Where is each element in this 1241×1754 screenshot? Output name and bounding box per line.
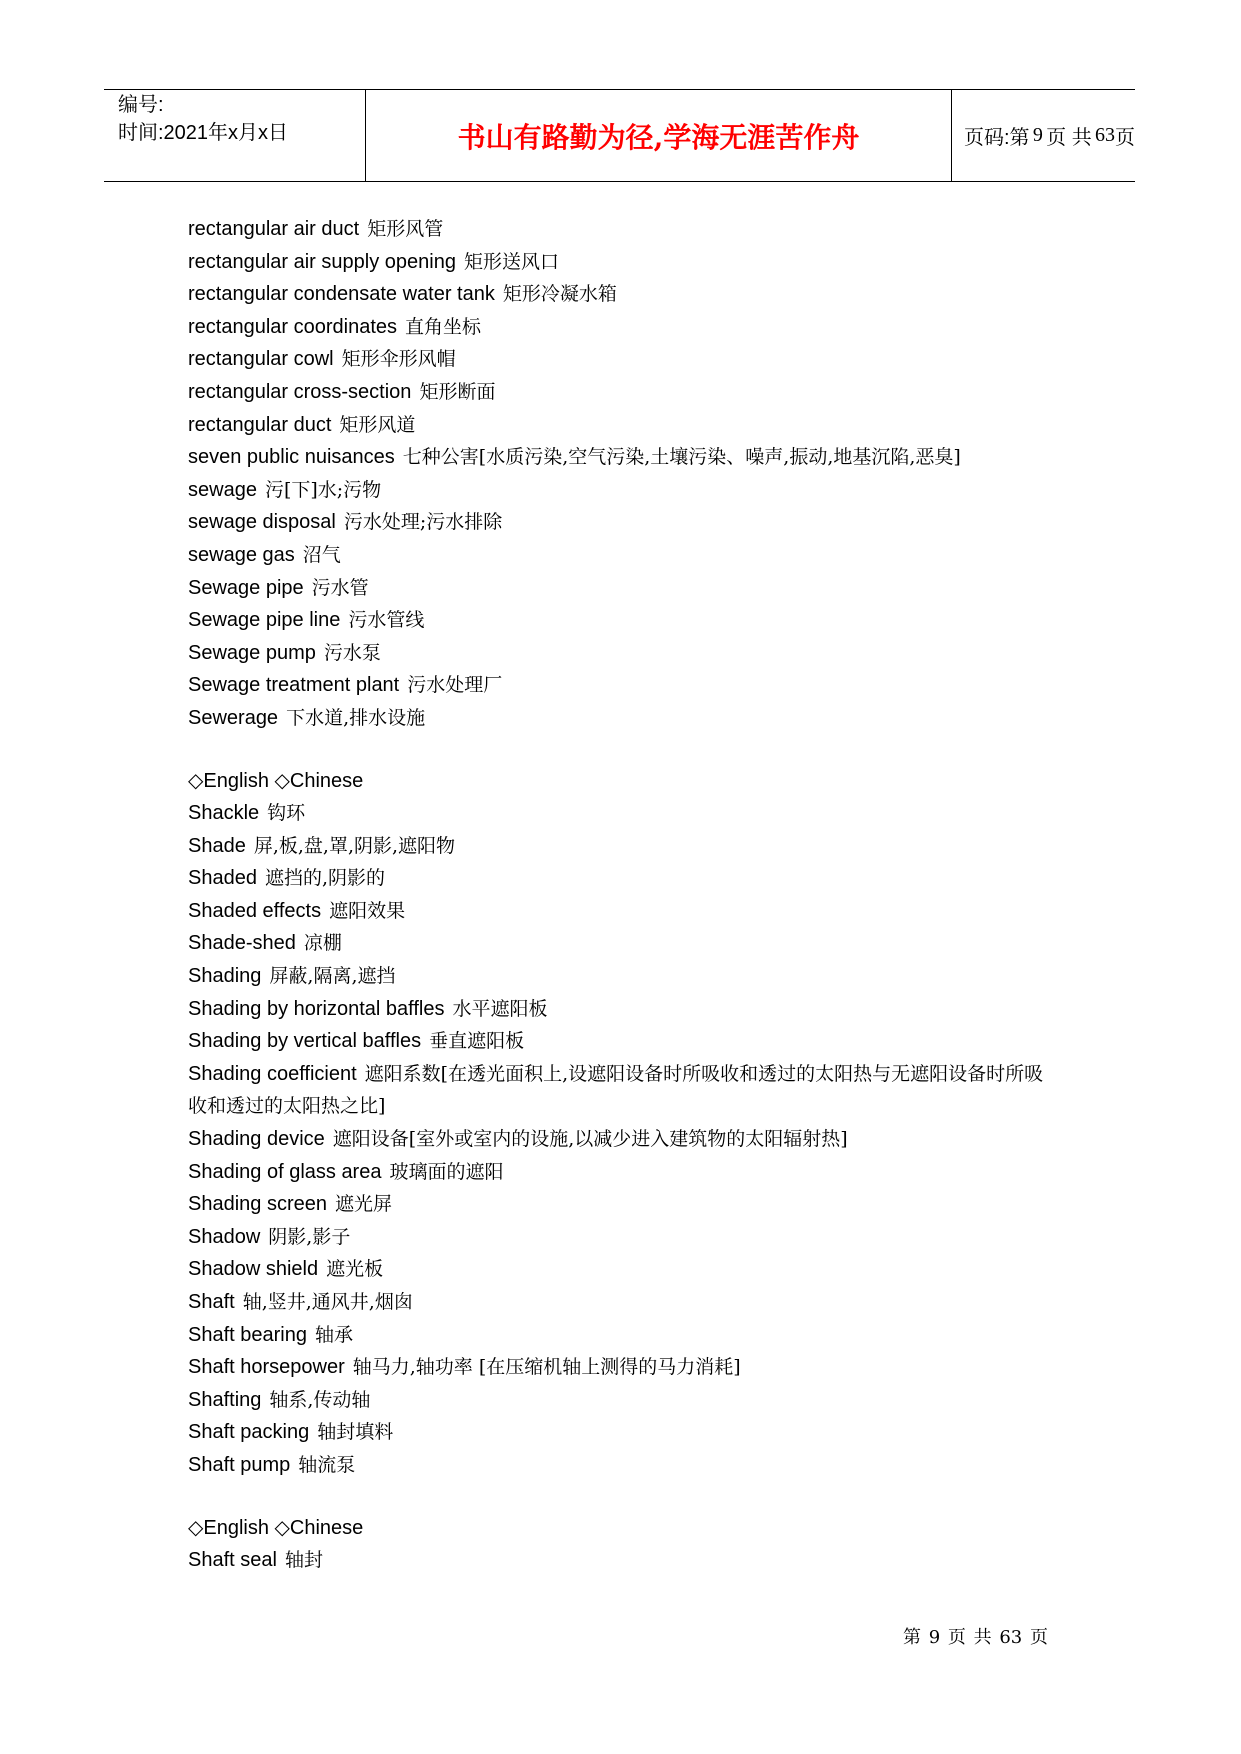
glossary-entry xyxy=(188,830,1058,863)
page-suffix: 页 xyxy=(1115,127,1136,149)
entry-english-term: Shafting xyxy=(188,1388,262,1411)
page-prefix: 页码:第 xyxy=(964,127,1030,149)
glossary-entry xyxy=(188,409,1058,442)
entry-english-term: rectangular condensate water tank xyxy=(188,283,495,306)
entry-chinese-term: 矩形断面 xyxy=(419,380,496,403)
page-footer: 第 9 页 共 63 页 xyxy=(903,1627,1048,1648)
glossary-entry xyxy=(188,539,1058,572)
entry-chinese-term: 屏,板,盘,罩,阴影,遮阳物 xyxy=(253,834,456,857)
entry-chinese-term: 垂直遮阳板 xyxy=(429,1030,525,1053)
entry-english-term: Shaft packing xyxy=(188,1421,310,1444)
glossary-entry xyxy=(188,1449,1058,1482)
entry-english-term: Shaft bearing xyxy=(188,1323,307,1346)
entry-chinese-term: 阴影,影子 xyxy=(268,1225,351,1248)
glossary-entry xyxy=(188,1156,1058,1189)
entry-english-term: rectangular duct xyxy=(188,413,332,436)
total-pages: 63 xyxy=(1095,124,1116,146)
entry-chinese-term: 沼气 xyxy=(302,543,341,566)
number-label: 编号: xyxy=(118,94,164,116)
entry-english-term: Sewage pipe xyxy=(188,576,304,599)
entry-english-term: Shading coefficient xyxy=(188,1062,357,1085)
glossary-entry xyxy=(188,604,1058,637)
entry-english-term: sewage gas xyxy=(188,543,295,566)
entry-english-term: rectangular cowl xyxy=(188,348,334,371)
entry-english-term: Shading of glass area xyxy=(188,1160,382,1183)
entry-english-term: Shaft horsepower xyxy=(188,1356,345,1379)
entry-english-term: Shadow shield xyxy=(188,1258,319,1281)
page-mid: 页 共 xyxy=(1046,127,1092,149)
glossary-entry xyxy=(188,1123,1058,1156)
glossary-entry xyxy=(188,474,1058,507)
glossary-entry xyxy=(188,506,1058,539)
entry-english-term: Shade-shed xyxy=(188,932,296,955)
entry-chinese-term: 轴系,传动轴 xyxy=(269,1388,371,1411)
entry-english-term: Shading by vertical baffles xyxy=(188,1030,422,1053)
entry-chinese-term: 遮阳效果 xyxy=(329,899,406,922)
page-number: 9 xyxy=(1032,124,1043,146)
entry-english-term: seven public nuisances xyxy=(188,446,395,469)
entry-english-term: Shading screen xyxy=(188,1193,327,1216)
glossary-entry xyxy=(188,960,1058,993)
glossary-entry xyxy=(188,572,1058,605)
entry-english-term: rectangular coordinates xyxy=(188,315,398,338)
glossary-entry xyxy=(188,637,1058,670)
entry-english-term: Shackle xyxy=(188,802,260,825)
entry-chinese-term: 下水道,排水设施 xyxy=(286,706,426,729)
entry-english-term: Shading xyxy=(188,965,262,988)
entry-english-term: Shade xyxy=(188,834,246,857)
entry-english-term: Shading device xyxy=(188,1128,325,1151)
glossary-entry xyxy=(188,669,1058,702)
entry-english-term: rectangular air supply opening xyxy=(188,250,456,273)
entry-english-term: Sewerage xyxy=(188,706,279,729)
header-meta-cell xyxy=(104,90,366,181)
entry-english-term: Sewage treatment plant xyxy=(188,674,400,697)
glossary-entry xyxy=(188,993,1058,1026)
section-gap xyxy=(188,735,1058,765)
glossary-entry xyxy=(188,702,1058,735)
glossary-entry xyxy=(188,1384,1058,1417)
entry-chinese-term: 轴承 xyxy=(314,1323,353,1346)
glossary-entry xyxy=(188,1351,1058,1384)
entry-english-term: sewage disposal xyxy=(188,511,336,534)
motto-title: 书山有路勤为径,学海无涯苦作舟 xyxy=(457,120,860,154)
glossary-entry xyxy=(188,895,1058,928)
entry-chinese-term: 矩形风道 xyxy=(339,413,416,436)
entry-english-term: Shaft xyxy=(188,1291,235,1313)
glossary-entry xyxy=(188,311,1058,344)
entry-chinese-term: 凉棚 xyxy=(303,932,342,955)
glossary-entry xyxy=(188,1221,1058,1254)
time-label: 时间:2021年x月x日 xyxy=(118,122,289,144)
entry-english-term: Shaded effects xyxy=(188,899,322,922)
entry-chinese-term: 污水泵 xyxy=(323,641,381,664)
entry-chinese-term: 遮阳设备[室外或室内的设施,以减少进入建筑物的太阳辐射热] xyxy=(332,1128,848,1151)
entry-chinese-term: 轴流泵 xyxy=(298,1453,356,1476)
entry-chinese-term: 水平遮阳板 xyxy=(452,997,548,1020)
section-heading: ◇English ◇Chinese xyxy=(188,769,364,792)
entry-english-term: sewage xyxy=(188,478,257,501)
entry-chinese-term: 污水管线 xyxy=(348,609,425,632)
glossary-entry xyxy=(188,1416,1058,1449)
entry-chinese-term: 轴封 xyxy=(284,1549,323,1572)
entry-english-term: rectangular cross-section xyxy=(188,380,412,403)
entry-chinese-term: 污水处理厂 xyxy=(407,674,503,697)
entry-chinese-term: 屏蔽,隔离,遮挡 xyxy=(269,965,396,988)
entry-chinese-term: 七种公害[水质污染,空气污染,土壤污染、噪声,振动,地基沉陷,恶臭] xyxy=(402,446,961,469)
entry-chinese-term: 轴,竖井,通风井,烟囱 xyxy=(242,1291,413,1313)
glossary-entry xyxy=(188,1253,1058,1286)
glossary-entry xyxy=(188,1319,1058,1352)
entry-chinese-term: 遮挡的,阴影的 xyxy=(264,867,386,890)
header-page-cell xyxy=(952,90,1135,181)
entry-chinese-term: 遮光板 xyxy=(326,1258,384,1281)
entry-english-term: Shaft seal xyxy=(188,1549,277,1572)
entry-chinese-term: 矩形风管 xyxy=(367,218,444,240)
entry-english-term: Shading by horizontal baffles xyxy=(188,997,445,1020)
glossary-content xyxy=(188,213,1058,1577)
glossary-entry xyxy=(188,927,1058,960)
glossary-entry xyxy=(188,246,1058,279)
entry-english-term: Shaft pump xyxy=(188,1453,291,1476)
entry-chinese-term: 污[下]水;污物 xyxy=(264,478,382,501)
entry-chinese-term: 污水管 xyxy=(311,576,369,599)
glossary-entry xyxy=(188,278,1058,311)
glossary-entry xyxy=(188,441,1058,474)
entry-chinese-term: 矩形送风口 xyxy=(463,250,559,273)
glossary-entry xyxy=(188,1286,1058,1319)
section-gap xyxy=(188,1482,1058,1512)
entry-chinese-term: 遮光屏 xyxy=(334,1193,392,1216)
entry-chinese-term: 污水处理;污水排除 xyxy=(343,511,503,534)
entry-english-term: Shadow xyxy=(188,1225,261,1248)
entry-chinese-term: 钩环 xyxy=(267,802,306,825)
glossary-entry xyxy=(188,213,1058,246)
page-header xyxy=(104,89,1135,182)
glossary-entry xyxy=(188,343,1058,376)
entry-english-term: Sewage pump xyxy=(188,641,316,664)
glossary-entry xyxy=(188,1058,1058,1123)
entry-chinese-term: 轴马力,轴功率 [在压缩机轴上测得的马力消耗] xyxy=(352,1356,741,1379)
entry-chinese-term: 遮阳系数[在透光面积上,设遮阳设备时所吸收和透过的太阳热与无遮阳设备时所吸收和透过的太阳热之比] xyxy=(188,1062,1044,1118)
entry-chinese-term: 矩形伞形风帽 xyxy=(341,348,456,371)
entry-chinese-term: 轴封填料 xyxy=(317,1421,394,1444)
glossary-entry xyxy=(188,862,1058,895)
glossary-entry xyxy=(188,1188,1058,1221)
entry-chinese-term: 矩形冷凝水箱 xyxy=(502,283,617,306)
header-motto-cell xyxy=(366,90,952,181)
glossary-entry xyxy=(188,1025,1058,1058)
glossary-entry xyxy=(188,1544,1058,1577)
section-heading: ◇English ◇Chinese xyxy=(188,1516,364,1539)
glossary-entry xyxy=(188,376,1058,409)
entry-english-term: Sewage pipe line xyxy=(188,609,341,632)
entry-chinese-term: 直角坐标 xyxy=(405,315,482,338)
glossary-entry xyxy=(188,797,1058,830)
entry-english-term: Shaded xyxy=(188,867,257,890)
entry-chinese-term: 玻璃面的遮阳 xyxy=(389,1160,504,1183)
entry-english-term: rectangular air duct xyxy=(188,218,360,240)
